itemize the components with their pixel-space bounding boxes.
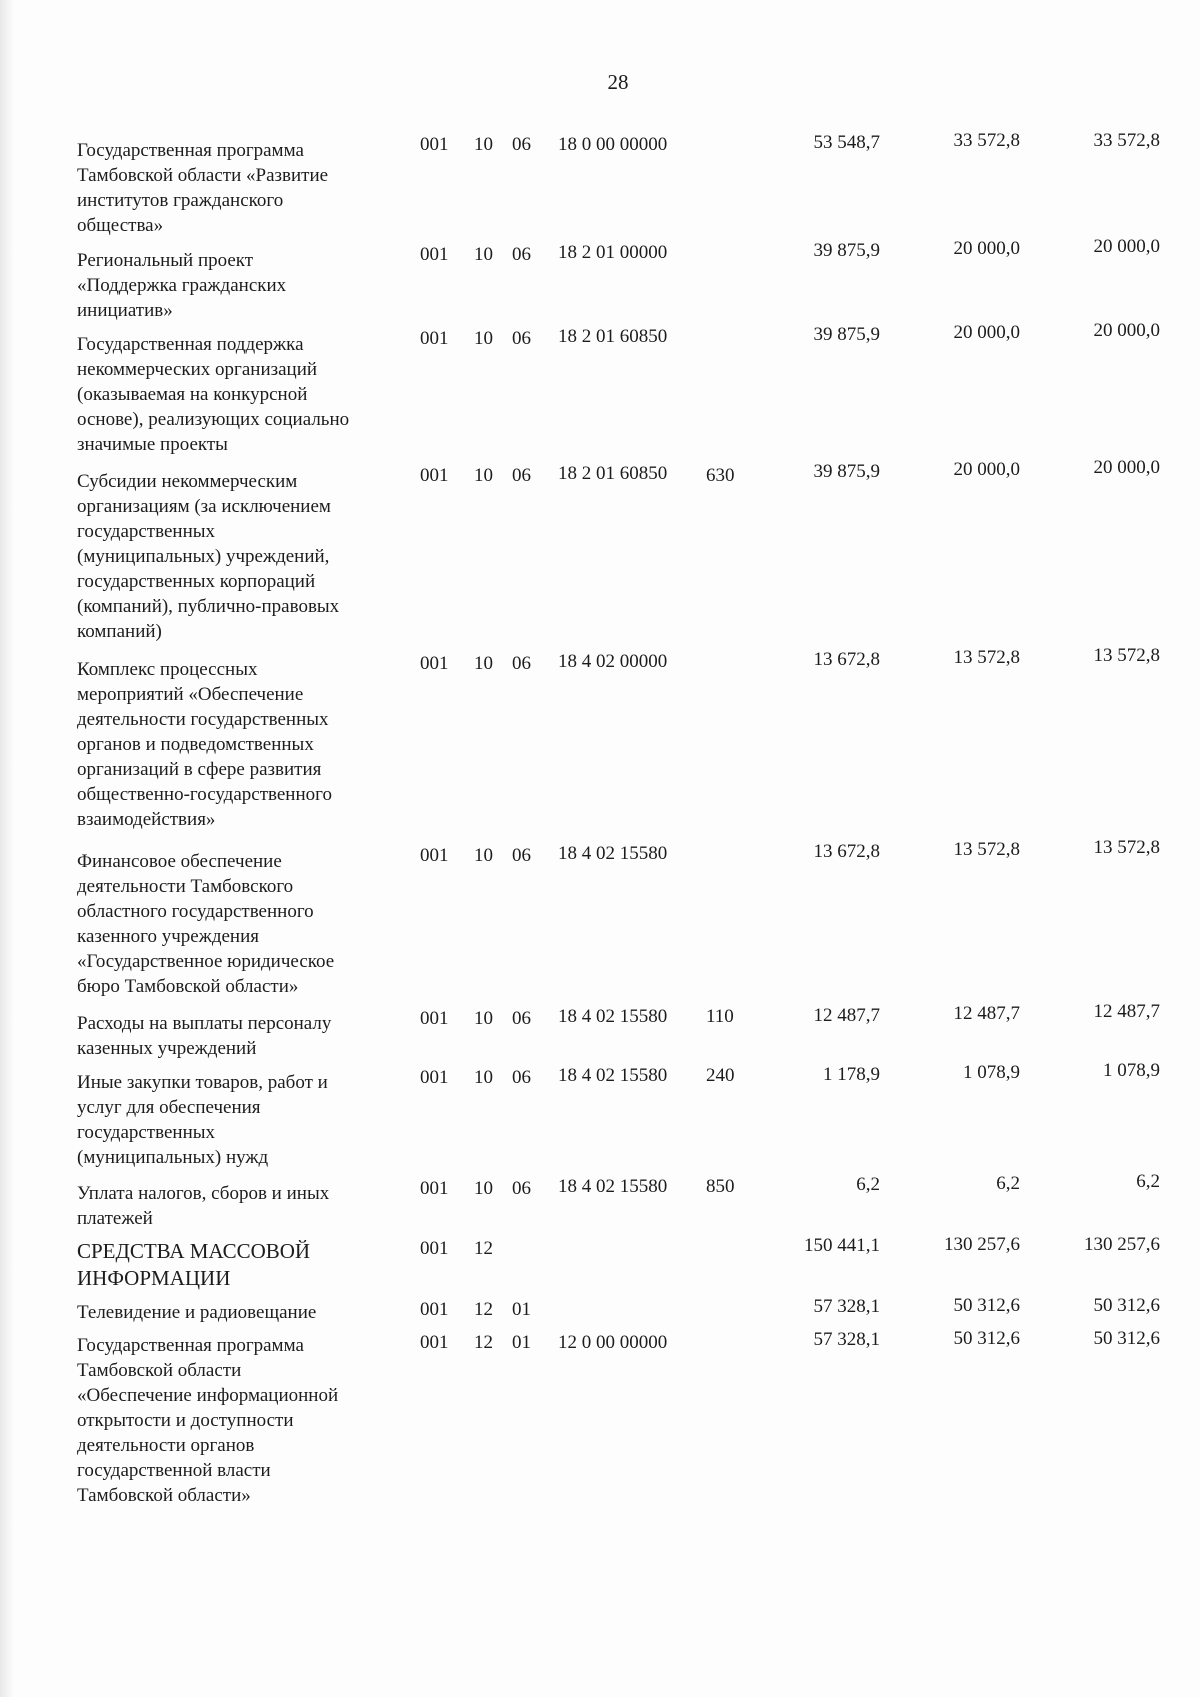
row-section-code: 12 bbox=[474, 1299, 493, 1320]
row-target-code: 18 2 01 60850 bbox=[558, 326, 668, 347]
row-subsection-code: 06 bbox=[512, 244, 531, 265]
row-value-3: 20 000,0 bbox=[1093, 457, 1160, 478]
row-expense-type: 110 bbox=[706, 1006, 734, 1027]
row-value-3: 1 078,9 bbox=[1103, 1060, 1160, 1081]
row-value-2: 50 312,6 bbox=[953, 1295, 1020, 1316]
row-section-code: 10 bbox=[474, 1178, 493, 1199]
row-target-code: 18 2 01 00000 bbox=[558, 242, 668, 263]
row-value-1: 53 548,7 bbox=[813, 132, 880, 153]
row-value-2: 130 257,6 bbox=[944, 1234, 1020, 1255]
row-gov-code: 001 bbox=[420, 134, 449, 155]
row-value-2: 20 000,0 bbox=[953, 238, 1020, 259]
row-description: Государственная поддержка некоммерческих организаций (оказываемая на конкурсной основе), реализующих социально значимые проекты bbox=[77, 334, 350, 455]
row-value-2: 20 000,0 bbox=[953, 322, 1020, 343]
row-section-code: 10 bbox=[474, 465, 493, 486]
row-gov-code: 001 bbox=[420, 1332, 449, 1353]
row-gov-code: 001 bbox=[420, 244, 449, 265]
row-subsection-code: 01 bbox=[512, 1299, 531, 1320]
row-value-3: 20 000,0 bbox=[1093, 320, 1160, 341]
row-value-3: 20 000,0 bbox=[1093, 236, 1160, 257]
row-value-1: 1 178,9 bbox=[823, 1064, 880, 1085]
row-section-code: 12 bbox=[474, 1332, 493, 1353]
row-value-1: 39 875,9 bbox=[813, 240, 880, 261]
scan-edge-shadow bbox=[0, 0, 14, 1697]
row-value-1: 57 328,1 bbox=[813, 1296, 880, 1317]
row-description: Государственная программа Тамбовской области «Развитие институтов гражданского общества» bbox=[77, 140, 329, 236]
row-description: Финансовое обеспечение деятельности Тамбовского областного государственного казенного учреждения «Государственное юридическое бюро Тамбовской области» bbox=[77, 851, 335, 997]
row-subsection-code: 06 bbox=[512, 1067, 531, 1088]
row-section-code: 12 bbox=[474, 1238, 493, 1259]
row-value-1: 12 487,7 bbox=[813, 1005, 880, 1026]
row-subsection-code: 06 bbox=[512, 134, 531, 155]
page-number: 28 bbox=[607, 70, 629, 94]
row-gov-code: 001 bbox=[420, 653, 449, 674]
row-target-code: 12 0 00 00000 bbox=[558, 1332, 668, 1353]
row-target-code: 18 4 02 15580 bbox=[558, 1176, 668, 1197]
row-target-code: 18 2 01 60850 bbox=[558, 463, 668, 484]
row-gov-code: 001 bbox=[420, 1238, 449, 1259]
row-subsection-code: 06 bbox=[512, 845, 531, 866]
row-value-1: 39 875,9 bbox=[813, 461, 880, 482]
row-gov-code: 001 bbox=[420, 328, 449, 349]
row-section-code: 10 bbox=[474, 1067, 493, 1088]
row-subsection-code: 06 bbox=[512, 1178, 531, 1199]
row-section-code: 10 bbox=[474, 134, 493, 155]
row-description: Иные закупки товаров, работ и услуг для обеспечения государственных (муниципальных) нужд bbox=[77, 1072, 328, 1168]
row-value-1: 57 328,1 bbox=[813, 1329, 880, 1350]
row-expense-type: 630 bbox=[706, 465, 735, 486]
row-target-code: 18 4 02 15580 bbox=[558, 1065, 668, 1086]
row-target-code: 18 4 02 15580 bbox=[558, 1006, 668, 1027]
row-value-3: 50 312,6 bbox=[1093, 1295, 1160, 1316]
row-subsection-code: 06 bbox=[512, 653, 531, 674]
row-value-1: 6,2 bbox=[856, 1174, 880, 1195]
row-value-2: 6,2 bbox=[996, 1173, 1020, 1194]
row-description: Расходы на выплаты персоналу казенных учреждений bbox=[77, 1013, 332, 1059]
row-value-2: 50 312,6 bbox=[953, 1328, 1020, 1349]
row-section-code: 10 bbox=[474, 653, 493, 674]
row-value-2: 33 572,8 bbox=[953, 130, 1020, 151]
row-description: Государственная программа Тамбовской области «Обеспечение информационной открытости и доступности деятельности органов государственной власти Тамбовской области» bbox=[77, 1335, 339, 1506]
row-gov-code: 001 bbox=[420, 845, 449, 866]
row-description: Телевидение и радиовещание bbox=[77, 1302, 317, 1323]
row-gov-code: 001 bbox=[420, 1067, 449, 1088]
row-description: Комплекс процессных мероприятий «Обеспечение деятельности государственных органов и подведомственных организаций в сфере развития общественно-государственного взаимодействия» bbox=[77, 659, 332, 830]
row-subsection-code: 01 bbox=[512, 1332, 531, 1353]
row-subsection-code: 06 bbox=[512, 1008, 531, 1029]
row-gov-code: 001 bbox=[420, 1008, 449, 1029]
row-value-2: 13 572,8 bbox=[953, 647, 1020, 668]
row-description: Региональный проект «Поддержка гражданских инициатив» bbox=[77, 250, 287, 321]
row-value-3: 13 572,8 bbox=[1093, 837, 1160, 858]
row-value-1: 150 441,1 bbox=[804, 1235, 880, 1256]
row-value-1: 13 672,8 bbox=[813, 841, 880, 862]
row-value-1: 39 875,9 bbox=[813, 324, 880, 345]
row-value-3: 33 572,8 bbox=[1093, 130, 1160, 151]
row-value-2: 13 572,8 bbox=[953, 839, 1020, 860]
row-value-2: 1 078,9 bbox=[963, 1062, 1020, 1083]
row-description: Субсидии некоммерческим организациям (за исключением государственных (муниципальных) учреждений, государственных корпораций (компаний), публично-правовых компаний) bbox=[77, 471, 340, 642]
row-description: СРЕДСТВА МАССОВОЙ ИНФОРМАЦИИ bbox=[77, 1239, 311, 1290]
row-expense-type: 850 bbox=[706, 1176, 735, 1197]
row-target-code: 18 4 02 00000 bbox=[558, 651, 668, 672]
row-section-code: 10 bbox=[474, 328, 493, 349]
row-subsection-code: 06 bbox=[512, 328, 531, 349]
row-target-code: 18 4 02 15580 bbox=[558, 843, 668, 864]
row-value-2: 20 000,0 bbox=[953, 459, 1020, 480]
row-value-3: 50 312,6 bbox=[1093, 1328, 1160, 1349]
row-description: Уплата налогов, сборов и иных платежей bbox=[77, 1183, 330, 1229]
row-value-3: 13 572,8 bbox=[1093, 645, 1160, 666]
row-section-code: 10 bbox=[474, 1008, 493, 1029]
row-value-3: 12 487,7 bbox=[1093, 1001, 1160, 1022]
row-expense-type: 240 bbox=[706, 1065, 735, 1086]
row-section-code: 10 bbox=[474, 244, 493, 265]
row-value-3: 130 257,6 bbox=[1084, 1234, 1160, 1255]
row-subsection-code: 06 bbox=[512, 465, 531, 486]
row-gov-code: 001 bbox=[420, 1299, 449, 1320]
row-gov-code: 001 bbox=[420, 1178, 449, 1199]
row-gov-code: 001 bbox=[420, 465, 449, 486]
row-target-code: 18 0 00 00000 bbox=[558, 134, 668, 155]
row-value-2: 12 487,7 bbox=[953, 1003, 1020, 1024]
row-section-code: 10 bbox=[474, 845, 493, 866]
row-value-3: 6,2 bbox=[1136, 1171, 1160, 1192]
row-value-1: 13 672,8 bbox=[813, 649, 880, 670]
